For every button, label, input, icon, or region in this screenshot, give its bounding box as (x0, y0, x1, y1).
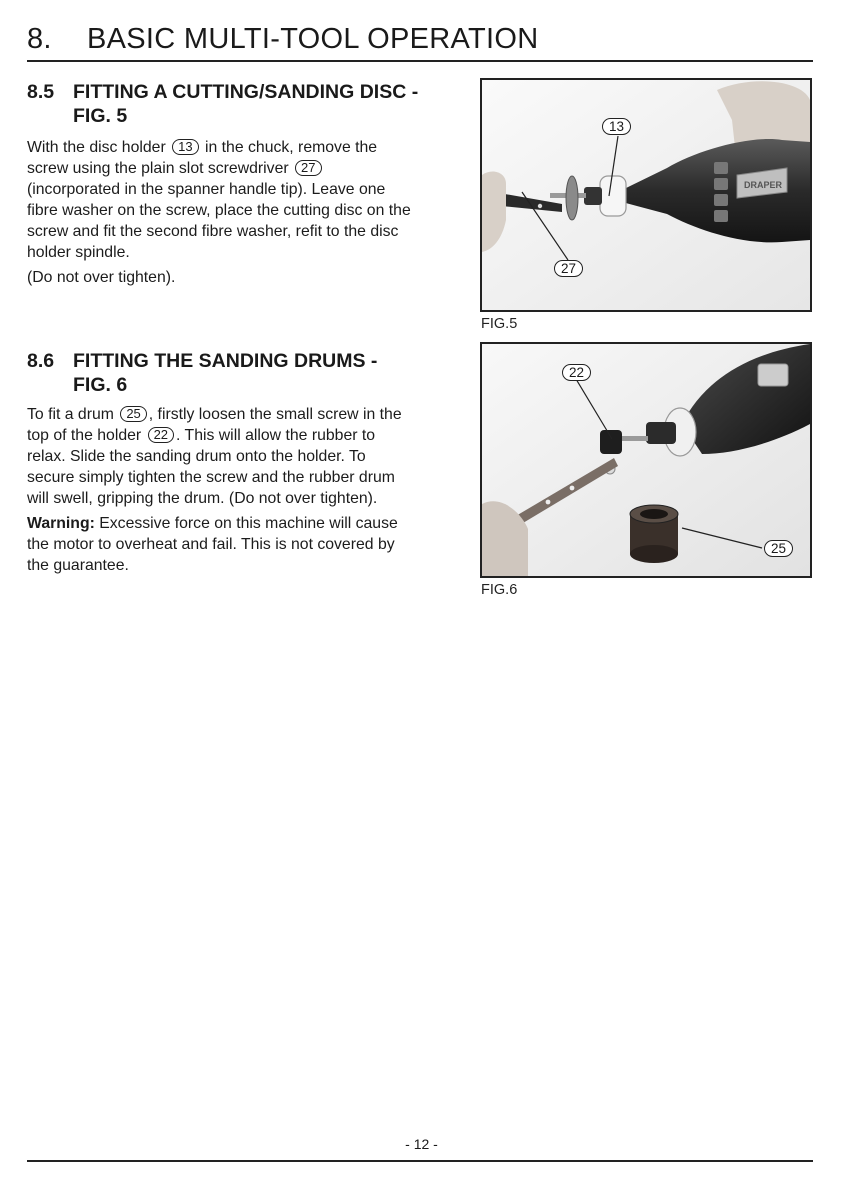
warning-text: the motor to overheat and fail. This is not covered by (27, 536, 395, 553)
text-line: screw and fit the second fibre washer, refit to the disc (27, 223, 399, 240)
section-title: FITTING THE SANDING DRUMS - (73, 350, 378, 372)
note-text: (Do not over tighten). (27, 269, 176, 286)
figure-6-photo (480, 342, 812, 578)
header-rule (27, 60, 813, 62)
page-number: - 12 - (405, 1136, 438, 1152)
sanding-drum-illustration (482, 344, 810, 576)
text-line: relax. Slide the sanding drum onto the holder. To (27, 448, 366, 465)
footer-rule (27, 1160, 813, 1162)
text-fragment: screw using the plain slot screwdriver (27, 160, 289, 177)
figure-6-caption: FIG.6 (481, 582, 518, 598)
text-line: will swell, gripping the drum. (Do not over tighten). (27, 490, 378, 507)
text-fragment: top of the holder (27, 427, 142, 444)
section-title-fig: FIG. 5 (73, 105, 128, 127)
section-number: 8.6 (27, 350, 55, 372)
page-title (27, 22, 813, 56)
callout-22: 22 (562, 364, 591, 381)
text-line: (incorporated in the spanner handle tip). Leave one (27, 181, 386, 198)
text-fragment: in the chuck, remove the (204, 139, 378, 156)
text-line: fibre washer on the screw, place the cutting disc on the (27, 202, 411, 219)
figure-5-caption: FIG.5 (481, 316, 518, 332)
brand-logo: DRAPER (744, 180, 783, 190)
section-title-fig: FIG. 6 (73, 374, 128, 396)
part-ref-27: 27 (295, 160, 321, 176)
chapter-title: BASIC MULTI-TOOL OPERATION (87, 23, 539, 55)
warning-text: the guarantee. (27, 557, 129, 574)
section-number: 8.5 (27, 81, 55, 103)
section-title: FITTING A CUTTING/SANDING DISC - (73, 81, 419, 103)
part-ref-22: 22 (148, 427, 174, 443)
part-ref-13: 13 (172, 139, 198, 155)
warning-text: Excessive force on this machine will cause (99, 515, 398, 532)
text-fragment: . This will allow the rubber to (176, 427, 376, 444)
part-ref-25: 25 (120, 406, 146, 422)
callout-25: 25 (764, 540, 793, 557)
text-fragment: With the disc holder (27, 139, 166, 156)
figure-5-photo (480, 78, 812, 312)
text-fragment: To fit a drum (27, 406, 114, 423)
multi-tool-disc-illustration (482, 80, 810, 310)
chapter-number: 8. (27, 23, 52, 55)
text-line: secure simply tighten the screw and the rubber drum (27, 469, 395, 486)
callout-27: 27 (554, 260, 583, 277)
section-8-5-body (27, 137, 467, 288)
section-8-6-body (27, 404, 467, 576)
text-fragment: , firstly loosen the small screw in the (148, 406, 402, 423)
warning-label: Warning: (27, 515, 95, 532)
text-line: holder spindle. (27, 244, 130, 261)
callout-13: 13 (602, 118, 631, 135)
